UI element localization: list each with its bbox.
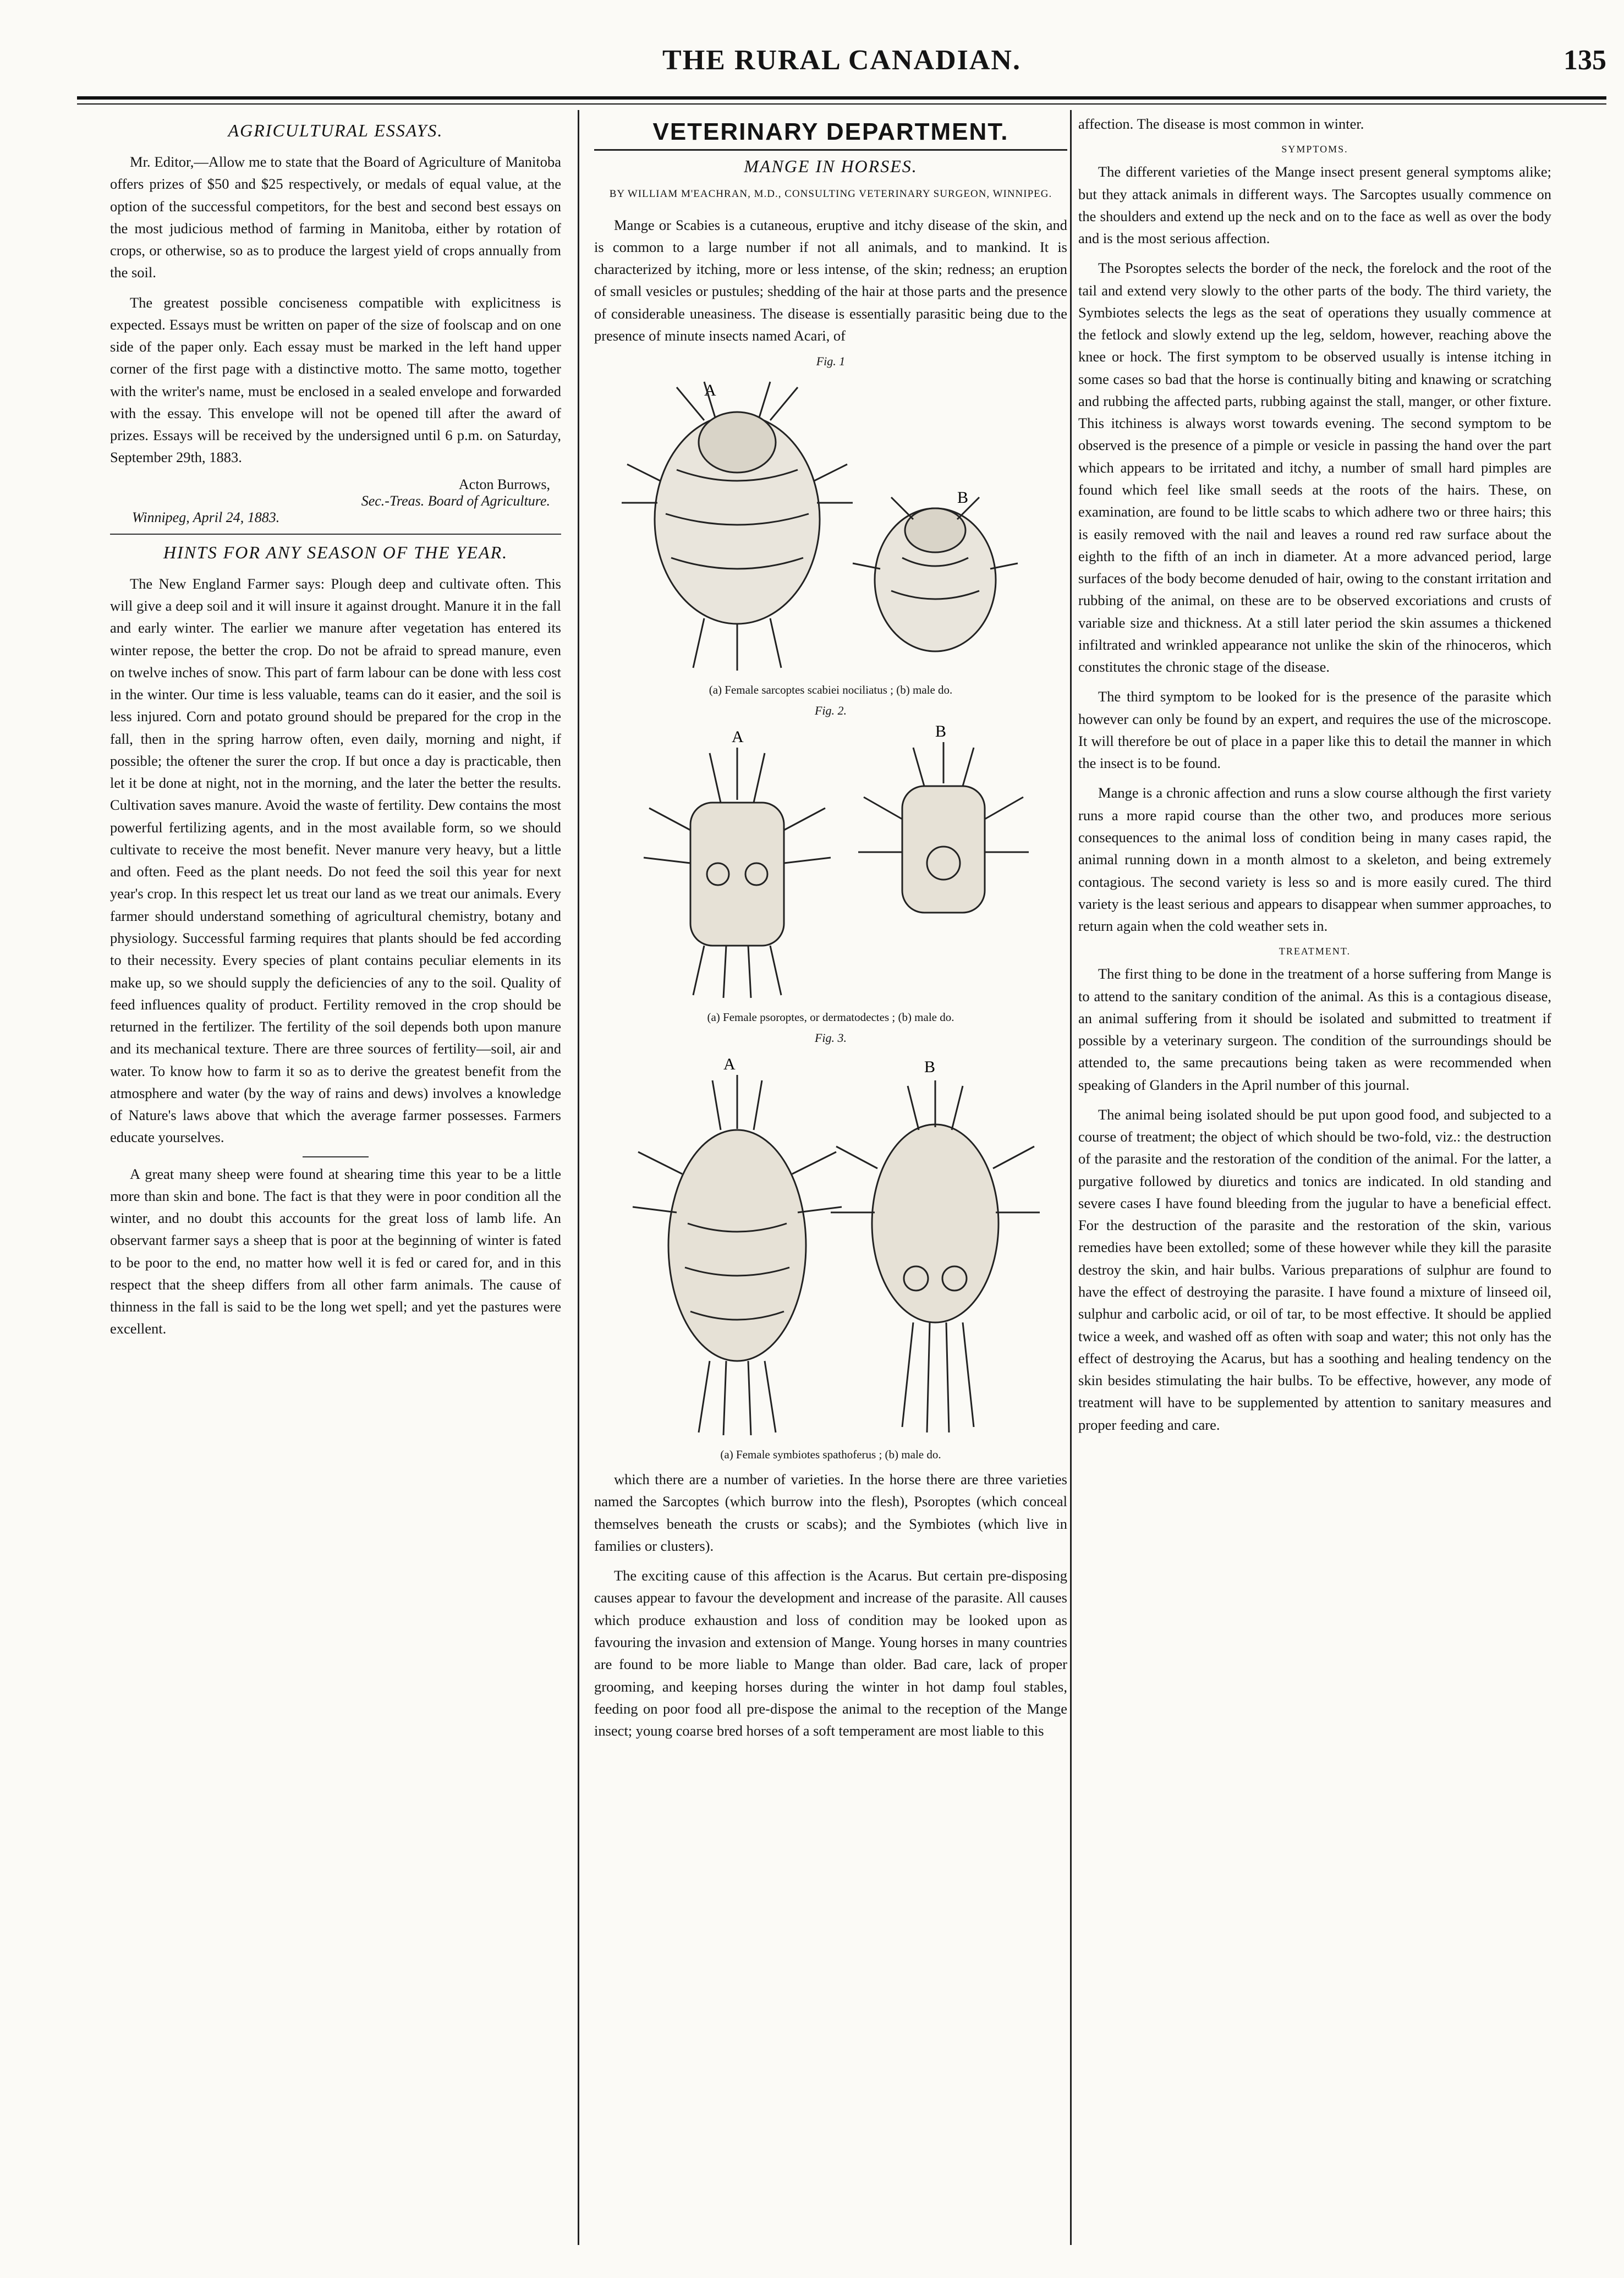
header-rule-thick [77, 96, 1606, 100]
sheep-paragraph: A great many sheep were found at shearing time this year to be a little more than skin and bone. The fact is that they were in poor condition all the winter, and no doubt this accounts for the great loss of lamb life. An observant farmer says a sheep that is poor at the beginning of winter is fated to be poor to the end, no matter how well it is fed or cared for, and in this respect that the sheep differs from all other farm animals. The cause of thinness in the fall is said to be the long wet spell; and yet the pastures were excellent. [110, 1165, 561, 1337]
column-divider-2 [1070, 110, 1072, 2245]
article-intro: Mange or Scabies is a cutaneous, eruptive and itchy disease of the skin, and is common to a large number if not all animals, and to mankind. It is characterized by itching, more or less intense, of the skin; redness; an eruption of small vesicles or pustules; shedding of the hair at those parts and the presence of considerable uneasiness. The disease is essentially parasitic being due to the presence of minute insects named Acari, of [594, 216, 1067, 344]
figure-1-number: Fig. 1 [816, 354, 846, 369]
figure-1-caption: (a) Female sarcoptes scabiei nociliatus ; (b) male do. [709, 683, 953, 697]
treatment-heading: TREATMENT. [1279, 946, 1351, 957]
figure-1-label-b: B [957, 488, 969, 507]
essays-paragraph-1: Mr. Editor,—Allow me to state that the Board of Agriculture of Manitoba offers prizes of $50 and $25 respectively, or medals of equal value, at the option of the successful competitors, for the best and second best essays on the most judicious method of farming in Manitoba, either by rotation of crops, or otherwise, so as to produce the largest yield of crops annually from the soil. [110, 153, 561, 281]
hints-heading: HINTS FOR ANY SEASON OF THE YEAR. [163, 542, 508, 562]
figure-3 [594, 1031, 1067, 1462]
psoroptes-female-drawing [644, 748, 831, 998]
figure-3-number: Fig. 3. [814, 1031, 847, 1045]
department-title: VETERINARY DEPARTMENT. [594, 118, 1067, 151]
article-causes-paragraph: The exciting cause of this affection is the Acarus. But certain pre-disposing causes appear to favour the development and increase of the parasite. All causes which produce exhaustion and loss of condition may be looked upon as favouring the invasion and extension of Mange. Young horses in many countries are found to be more liable to Mange than older. Bad care, lack of proper grooming, and keeping horses during the winter in hot damp foul stables, feeding on poor food all pre-dispose the animal to the reception of the Mange insect; young coarse bred horses of a soft temperament are most liable to this [594, 1567, 1067, 1739]
header-rule-thin [77, 103, 1606, 105]
figure-2-caption: (a) Female psoroptes, or dermatodectes ; (b) male do. [707, 1011, 954, 1024]
page-number: 135 [1563, 45, 1606, 76]
figure-1-label-a: A [704, 381, 716, 400]
column-right [1078, 113, 1551, 2212]
signature-name: Acton Burrows, [458, 476, 550, 492]
signature-title: Sec.-Treas. Board of Agriculture. [361, 492, 550, 509]
symptoms-paragraph-2: The Psoroptes selects the border of the neck, the forelock and the root of the tail and extend very slowly to the other parts of the body. The third variety, the Symbiotes selects the legs as the seat of operations they usually commence at the fetlock and slowly extend up the leg, seldom, however, reaching above the knee or hock. The first symptom to be observed usually is intense itching in some cases so bad that the horse is continually biting and knawing or scratching and rubbing the affected parts, rubbing against the stall, manger, or other fixture. This itchiness is always worst towards evening. The second symptom to be observed is the presence of a pimple or vesicle in passing the hand over the part which appears to be irritated and itchy, a number of small hard pimples are found which feel like small seeds at the roots of the hairs. These, on examination, are found to be little scabs to which adhere two or three hairs; this is easily removed with the nail and leaves a round red raw surface about the eighth to the fifth of an inch in diameter. At a more advanced period, large surfaces of the body become denuded of hair, owing to the constant irritation and rubbing of the animal, on these are to be observed excoriations and crusts of variable size and thickness. At a still later period the skin assumes a thickened infiltrated and wrinkled appearance not unlike the skin of the rhinoceros, which constitutes the chronic stage of the disease. [1078, 260, 1551, 676]
essays-heading: AGRICULTURAL ESSAYS. [228, 120, 443, 140]
mite-illustration-1 [594, 371, 1067, 679]
symptoms-heading: SYMPTOMS. [1281, 144, 1348, 155]
figure-3-label-a: A [723, 1055, 736, 1074]
column-left [110, 113, 561, 2212]
symptoms-paragraph-4: Mange is a chronic affection and runs a slow course although the first variety runs a more rapid course than the other two, and produces more serious consequences to the animal loss of condition being in many cases rapid, the animal running down in a month almost to a skeleton, and being extremely contagious. The second variety is less so and is more easily cured. The third variety is the least serious and appears to disappear when summer approaches, to return again when the cold weather sets in. [1078, 784, 1551, 935]
article-byline: BY WILLIAM M'EACHRAN, M.D., CONSULTING VETERINARY SURGEON, WINNIPEG. [609, 188, 1052, 200]
essays-paragraph-2: The greatest possible conciseness compatible with explicitness is expected. Essays must be written on paper of the size of foolscap and on one side of the paper only. Each essay must be marked in the left hand upper corner of the first page with a distinctive motto. The same motto, together with the writer's name, must be enclosed in a sealed envelope and forwarded with the essay. This envelope will not be opened till after the award of prizes. Essays will be received by the undersigned until 6 p.m. on Saturday, September 29th, 1883. [110, 294, 561, 466]
symptoms-paragraph-3: The third symptom to be looked for is the presence of the parasite which however can only be found by an expert, and requires the use of the microscope. It will therefore be out of place in a paper like this to detail the manner in which the insect is to be found. [1078, 688, 1551, 772]
hints-paragraph: The New England Farmer says: Plough deep and cultivate often. This will give a deep soil and it will insure it against drought. Manure it in the fall and early winter. The earlier we manure after vegetation has entered its winter repose, the better the crop. Do not be afraid to spread manure, even on twelve inches of snow. This part of farm labour can be done with less cost in the winter. Our time is less valuable, teams can do it easier, and the soil is less injured. Corn and potato ground should be prepared for the crop in the fall, then in the spring harrow often, even daily, morning and night, if possible; the oftener the surer the crop. If but once a day is practicable, then let it be done at night, not in the morning, and the later the better the results. Cultivation saves manure. Avoid the waste of fertility. Dew contains the most powerful fertilizing agents, and in the most available form, so we should cultivate to receive the most benefit. Never manure very heavy, but a little and often. Feed as the plant needs. Do not feed the soil this year for next year's crop. In this respect let us treat our land as we treat our animals. Every farmer should understand something of agricultural chemistry, botany and physiology. Successful farming requires that plants should be fed according to their necessity. Every species of plant contains peculiar elements in its make up, so we should supply the deficiencies of any to the soil. Quality of feed influences quality of product. Fertility removed in the crop should be returned in the fertilizer. The fertility of the soil depends both upon manure and its mechanical texture. There are three sources of fertility—soil, air and water. To know how to farm it so as to derive the greatest benefit from the atmosphere and water (by the way of rains and dews) involves a knowledge of Nature's laws above that which the average farmer possesses. Farmers educate yourselves. [110, 575, 561, 1146]
mite-illustration-2 [594, 720, 1067, 1006]
symbiotes-male-drawing [831, 1080, 1040, 1432]
mite-illustration-3 [594, 1047, 1067, 1443]
sarcoptes-male-drawing [853, 497, 1018, 651]
psoroptes-male-drawing [858, 742, 1029, 913]
figure-2-label-b: B [935, 722, 947, 741]
figure-2-label-a: A [732, 728, 744, 746]
newspaper-title: THE RURAL CANADIAN. [662, 45, 1021, 76]
figure-3-label-b: B [924, 1058, 936, 1077]
treatment-paragraph-2: The animal being isolated should be put upon good food, and subjected to a course of treatment; the object of which should be two-fold, viz.: the destruction of the parasite and the restoration of the condition of the animal. For the latter, a purgative followed by diuretics and tonics are indicated. In old standing and severe cases I have found bleeding from the jugular to have a beneficial effect. For the destruction of the parasite and the restoration of the skin, various remedies have been extolled; some of these however while they kill the parasite destroy the skin, and hair bulbs. Various preparations of sulphur are found to have the effect of destroying the parasite. I have found a mixture of linseed oil, sulphur and carbolic acid, or oil of tar, to be most effective. It should be applied twice a week, and washed off as often with soap and water; this not only has the effect of destroying the Acarus, but has a soothing and healing tendency on the skin besides stimulating the hair bulbs. To be effective, however, any mode of treatment will have to be supplemented by attention to sanitary measures and proper feeding and care. [1078, 1106, 1551, 1433]
column-middle [594, 113, 1067, 2212]
sarcoptes-female-drawing [622, 382, 853, 671]
article-continuation: affection. The disease is most common in winter. [1078, 116, 1364, 132]
figure-2 [594, 704, 1067, 1024]
symptoms-paragraph-1: The different varieties of the Mange insect present general symptoms alike; but they attack animals in different ways. The Sarcoptes usually commence on the shoulders and extend up the neck and on to the face as well as over the body and is the most serious affection. [1078, 163, 1551, 247]
place-date: Winnipeg, April 24, 1883. [132, 509, 280, 525]
section-divider [110, 534, 561, 535]
figure-3-caption: (a) Female symbiotes spathoferus ; (b) male do. [720, 1448, 941, 1462]
page-header [77, 33, 1606, 99]
article-title: MANGE IN HORSES. [744, 156, 918, 176]
figure-1 [594, 354, 1067, 697]
column-divider-1 [578, 110, 579, 2245]
article-varieties-paragraph: which there are a number of varieties. In the horse there are three varieties named the Sarcoptes (which burrow into the flesh), Psoroptes (which conceal themselves beneath the crusts or scabs); and the Symbiotes (which live in families or clusters). [594, 1471, 1067, 1554]
figure-2-number: Fig. 2. [814, 704, 847, 718]
symbiotes-female-drawing [633, 1075, 842, 1435]
short-divider [303, 1156, 369, 1157]
treatment-paragraph-1: The first thing to be done in the treatment of a horse suffering from Mange is to attend to the sanitary condition of the animal. As this is a contagious disease, an animal suffering from it should be isolated and submitted to treatment if possible by a veterinary surgeon. The condition of the surroundings should be attended to, the same precautions being taken as were recommended when speaking of Glanders in the April number of this journal. [1078, 965, 1551, 1093]
